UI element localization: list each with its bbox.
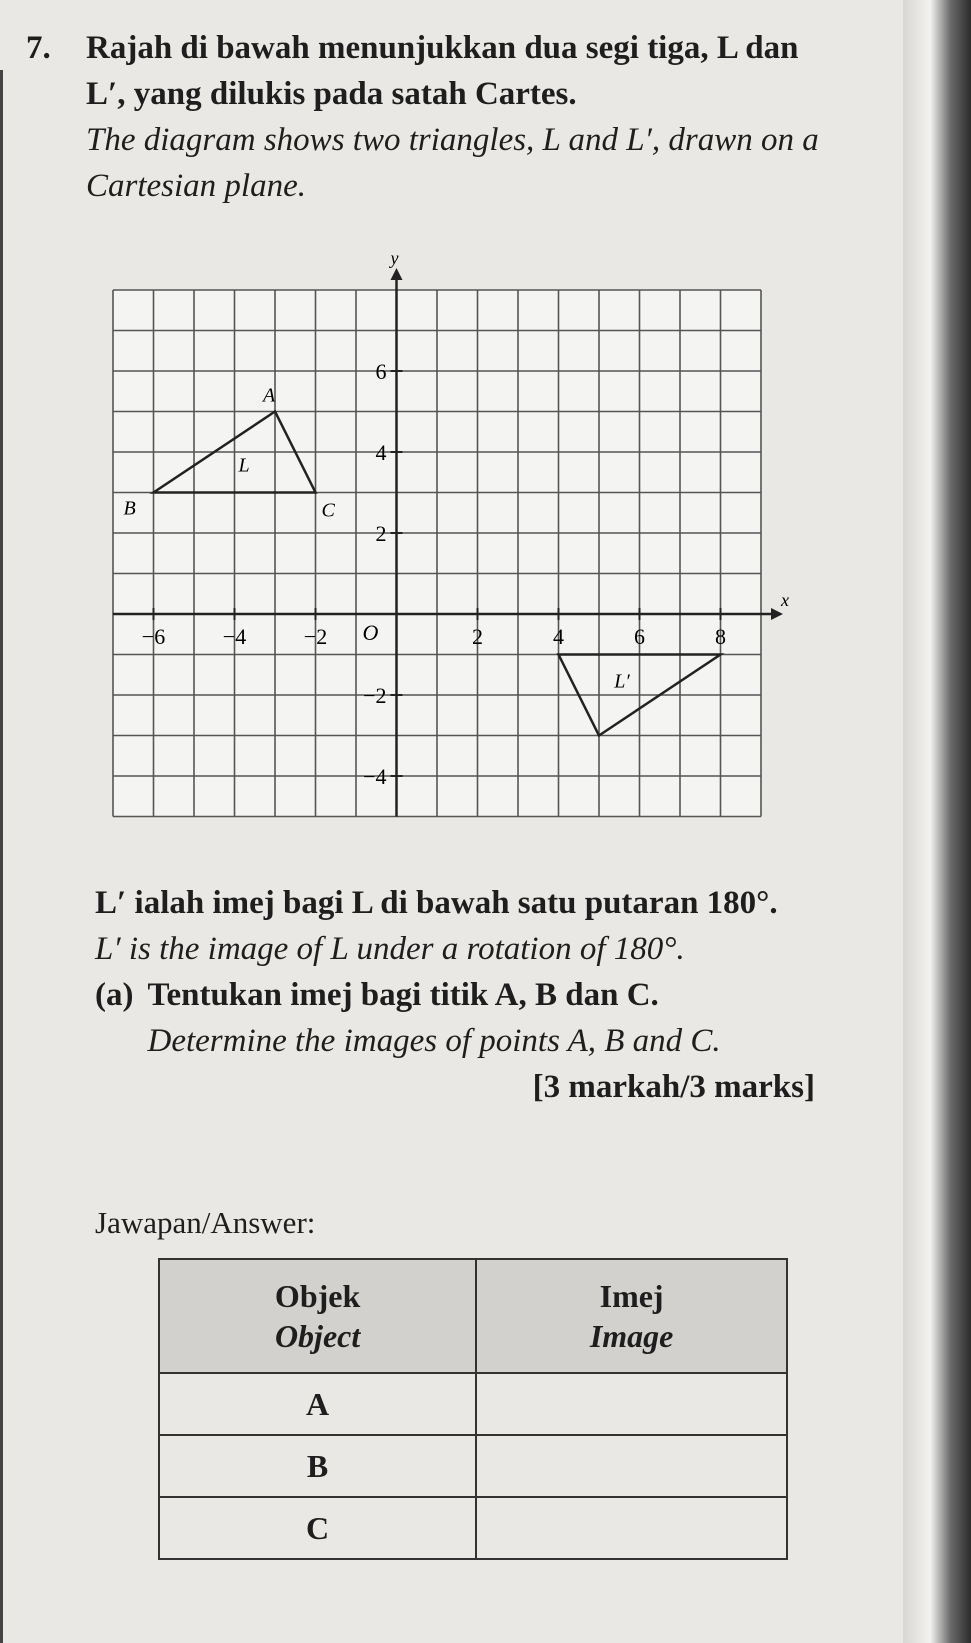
header-object-english: Object xyxy=(274,1318,361,1354)
page-edge-line xyxy=(0,70,3,1643)
part-a-label: (a) xyxy=(95,977,134,1013)
y-axis-arrow-icon xyxy=(391,268,403,280)
vertex-label: A xyxy=(263,384,276,407)
answer-table xyxy=(158,1258,788,1560)
header-object xyxy=(159,1259,476,1373)
rotation-english: L′ is the image of L under a rotation of 180°. xyxy=(95,931,685,967)
book-spine xyxy=(903,0,971,1643)
table-row xyxy=(159,1435,787,1497)
y-tick-label: −4 xyxy=(363,764,387,789)
object-cell: C xyxy=(159,1497,476,1559)
part-a-malay: Tentukan imej bagi titik A, B dan C. xyxy=(147,977,659,1013)
image-answer-cell[interactable] xyxy=(476,1373,787,1435)
triangle-label: L′ xyxy=(614,670,630,693)
table-row xyxy=(159,1497,787,1559)
x-tick-label: 6 xyxy=(634,624,645,649)
answer-label: Jawapan/Answer: xyxy=(95,1205,316,1240)
rotation-malay: L′ ialah imej bagi L di bawah satu putaran 180°. xyxy=(95,885,778,921)
header-image-malay: Imej xyxy=(599,1278,664,1314)
image-answer-cell[interactable] xyxy=(476,1435,787,1497)
triangle-label: L xyxy=(238,454,250,477)
cartesian-plane xyxy=(95,248,789,850)
x-axis-label: x xyxy=(781,590,789,610)
vertex-label: B xyxy=(123,497,136,520)
question-english: The diagram shows two triangles, L and L′, drawn on a Cartesian plane. xyxy=(86,122,819,204)
header-image-english: Image xyxy=(589,1318,674,1354)
x-tick-label: −6 xyxy=(141,624,166,649)
x-tick-label: 4 xyxy=(553,624,564,649)
object-cell: B xyxy=(159,1435,476,1497)
header-image xyxy=(476,1259,787,1373)
table-row xyxy=(159,1373,787,1435)
image-answer-cell[interactable] xyxy=(476,1497,787,1559)
origin-label: O xyxy=(362,620,379,645)
y-tick-label: 4 xyxy=(375,440,387,465)
object-cell: A xyxy=(159,1373,476,1435)
vertex-label: C xyxy=(321,499,335,522)
question-text xyxy=(26,25,826,209)
x-tick-label: 2 xyxy=(472,624,483,649)
question-body xyxy=(95,880,815,1110)
header-object-malay: Objek xyxy=(274,1278,361,1314)
x-tick-label: 8 xyxy=(715,624,726,649)
question-number: 7. xyxy=(26,30,51,66)
part-a-english: Determine the images of points A, B and C. xyxy=(147,1023,721,1059)
x-tick-label: −2 xyxy=(303,624,328,649)
marks: [3 markah/3 marks] xyxy=(532,1069,815,1105)
y-axis-label: y xyxy=(390,248,399,268)
y-tick-label: −2 xyxy=(363,683,387,708)
y-tick-label: 2 xyxy=(375,521,387,546)
question-malay: Rajah di bawah menunjukkan dua segi tiga, L dan L′, yang dilukis pada satah Cartes. xyxy=(86,30,799,112)
x-tick-label: −4 xyxy=(222,624,247,649)
y-tick-label: 6 xyxy=(375,359,387,384)
